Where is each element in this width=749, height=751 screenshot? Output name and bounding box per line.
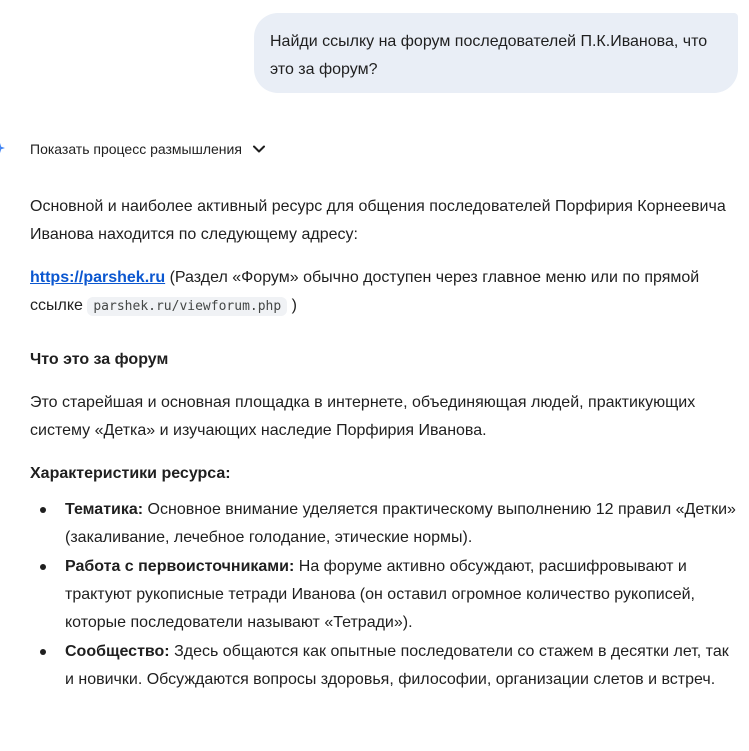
chevron-down-icon[interactable] <box>252 142 266 156</box>
bullet-dot <box>40 564 46 570</box>
heading-what-forum: Что это за форум <box>30 351 169 368</box>
list-item-text: На форуме активно обсуждают, расшифровывают и трактуют рукописные тетради Иванова (он оставил огромное количество рукописей, которые последователи называют «Тетради»). <box>65 558 695 631</box>
inline-code: parshek.ru/viewforum.php <box>87 297 287 316</box>
link-note-after: ) <box>287 297 297 314</box>
list-item-text: Основное внимание уделяется практическому выполнению 12 правил «Детки» (закаливание, лечебное голодание, этические нормы). <box>65 501 736 546</box>
forum-link[interactable]: https://parshek.ru <box>30 269 166 286</box>
list-item-text: Здесь общаются как опытные последователи со стажем в десятки лет, так и новички. Обсуждаются вопросы здоровья, философии, организации слетов и встреч. <box>65 643 729 688</box>
answer-link-paragraph <box>30 264 742 321</box>
list-item <box>30 638 742 694</box>
user-message-text: Найди ссылку на форум последователей П.К.Иванова, что это за форум? <box>270 33 708 78</box>
bullet-dot <box>40 507 46 513</box>
bullet-dot <box>40 649 46 655</box>
list-item-title: Тематика: <box>65 501 144 518</box>
show-thinking-label: Показать процесс размышления <box>30 141 242 157</box>
list-item-title: Сообщество: <box>65 643 170 660</box>
forum-description: Это старейшая и основная площадка в интернете, объединяющая людей, практикующих систему «Детка» и изучающих наследие Порфирия Иванова. <box>30 394 696 439</box>
spark-icon <box>0 143 5 153</box>
list-item-title: Работа с первоисточниками: <box>65 558 295 575</box>
list-item <box>30 553 742 637</box>
user-message-bubble <box>254 13 738 93</box>
show-thinking-toggle[interactable] <box>0 136 266 162</box>
list-item <box>30 496 742 552</box>
answer-intro: Основной и наиболее активный ресурс для общения последователей Порфирия Корнеевича Иванова находится по следующему адресу: <box>30 198 726 243</box>
heading-characteristics: Характеристики ресурса: <box>30 465 231 482</box>
link-note-before: (Раздел «Форум» обычно доступен через главное меню или по прямой ссылке <box>30 269 700 314</box>
